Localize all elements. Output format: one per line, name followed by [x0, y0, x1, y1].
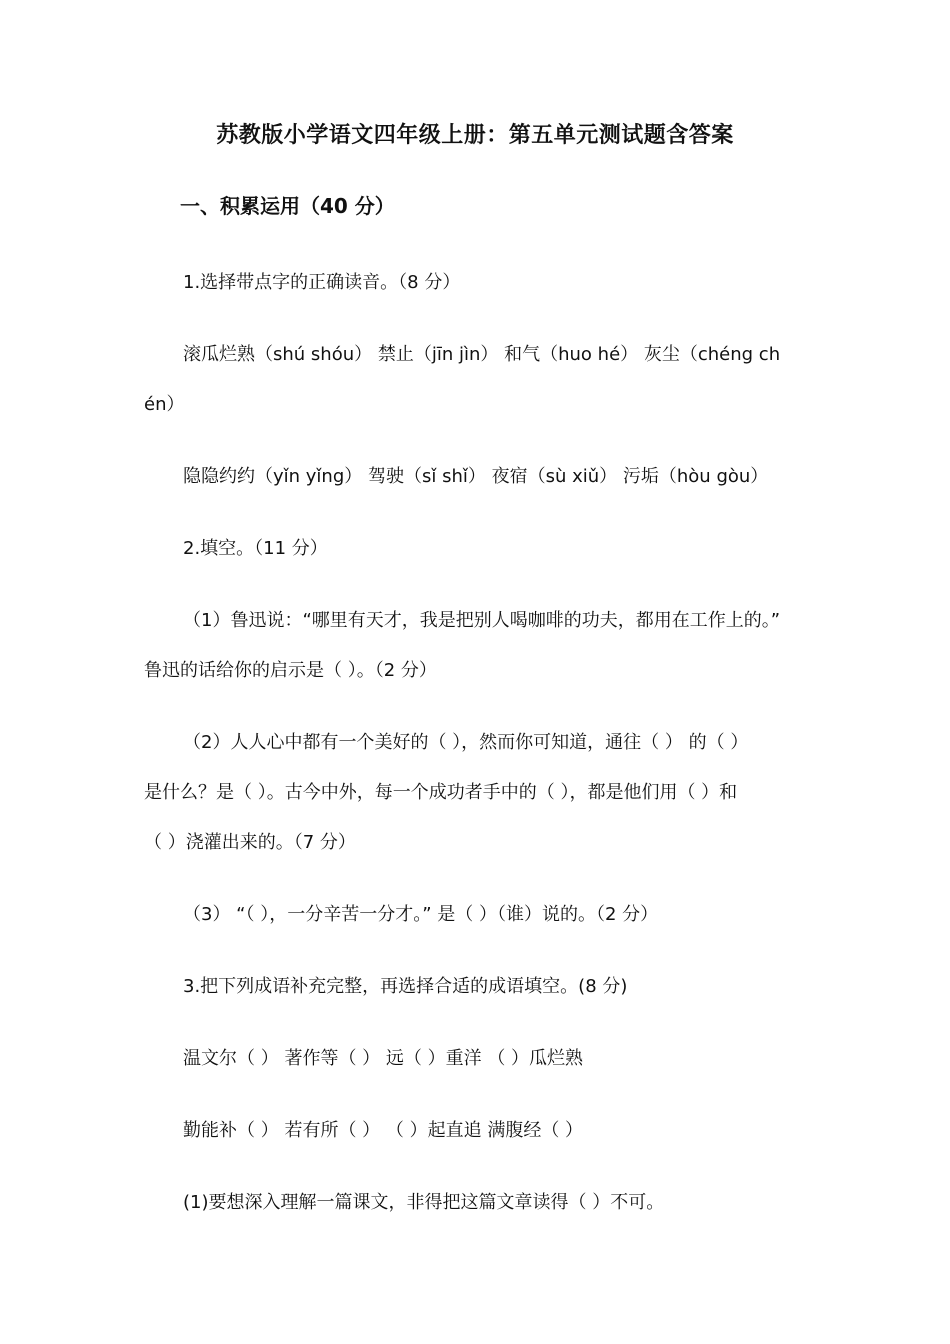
question-2-part-1-line-2: 鲁迅的话给你的启示是（ ）。（2 分） — [144, 660, 437, 681]
question-1-row-2: 隐隐约约（yǐn yǐng） 驾驶（sǐ shǐ） 夜宿（sù xiǔ） 污垢（hòu gòu） — [183, 466, 769, 487]
question-3-idioms-row-1: 温文尔（ ） 著作等（ ） 远（ ）重洋 （ ）瓜烂熟 — [183, 1048, 584, 1069]
question-2-part-2-line-2: 是什么？是（ ）。古今中外，每一个成功者手中的（ ），都是他们用（ ）和 — [144, 782, 738, 803]
question-3-sentence-1: (1)要想深入理解一篇课文，非得把这篇文章读得（ ）不可。 — [183, 1192, 665, 1213]
question-2-part-3: （3） “（ ），一分辛苦一分才。” 是（ ）（谁）说的。（2 分） — [183, 904, 659, 925]
question-1-row-1-wrap: én） — [144, 394, 185, 415]
page-title: 苏教版小学语文四年级上册：第五单元测试题含答案 — [216, 123, 734, 148]
question-2-part-2-line-3: （ ）浇灌出来的。（7 分） — [144, 832, 356, 853]
question-2-prompt: 2.填空。（11 分） — [183, 538, 328, 559]
question-2-part-2-line-1: （2）人人心中都有一个美好的（ ），然而你可知道，通往（ ） 的（ ） — [183, 732, 749, 753]
question-1-row-1: 滚瓜烂熟（shú shóu） 禁止（jīn jìn） 和气（huo hé） 灰尘（chéng ch — [183, 344, 781, 365]
question-2-part-1-line-1: （1）鲁迅说：“哪里有天才，我是把别人喝咖啡的功夫，都用在工作上的。” — [183, 610, 781, 631]
question-1-prompt: 1.选择带点字的正确读音。（8 分） — [183, 272, 461, 293]
question-3-prompt: 3.把下列成语补充完整，再选择合适的成语填空。(8 分) — [183, 976, 628, 997]
section-heading: 一、积累运用（40 分） — [180, 194, 395, 218]
question-3-idioms-row-2: 勤能补（ ） 若有所（ ） （ ）起直追 满腹经（ ） — [183, 1120, 584, 1141]
